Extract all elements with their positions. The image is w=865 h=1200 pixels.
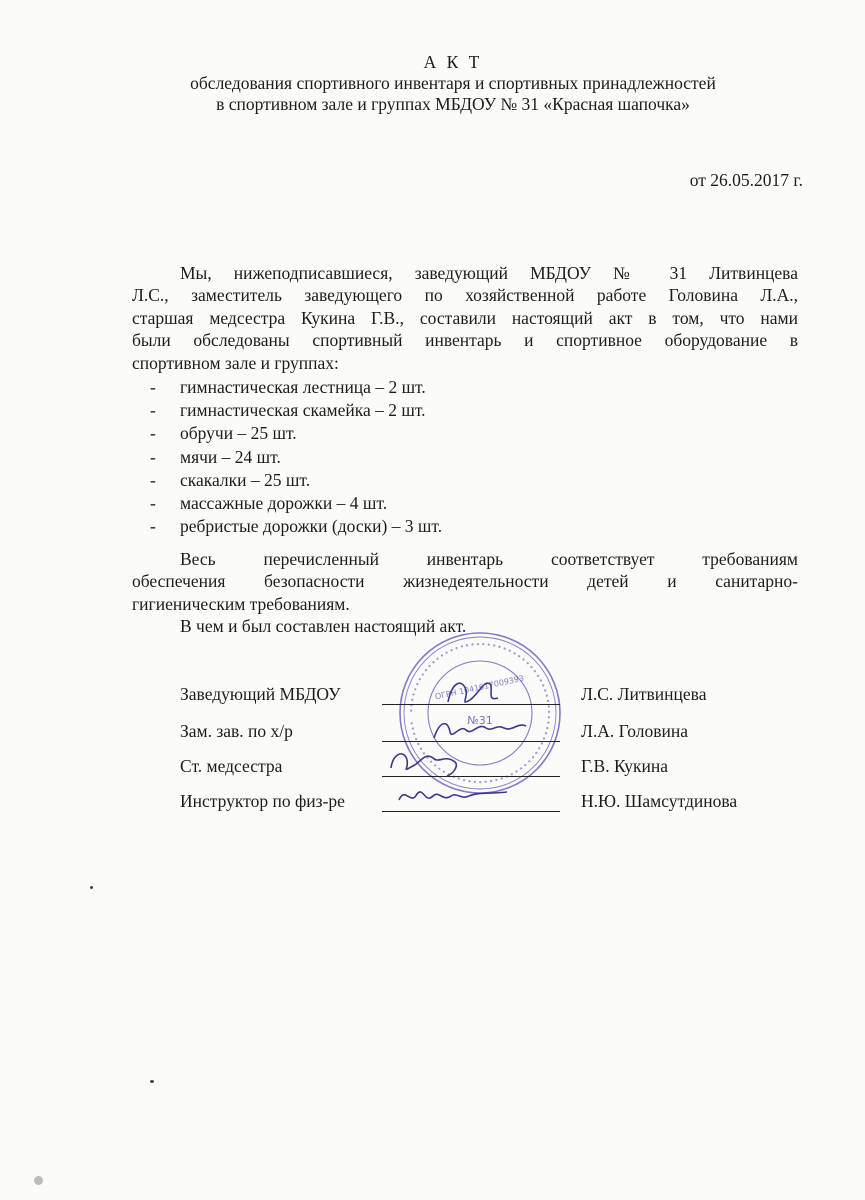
signer-position: Заведующий МБДОУ xyxy=(180,684,341,704)
signature-mark-nurse xyxy=(385,744,465,780)
document-date: от 26.05.2017 г. xyxy=(689,170,803,190)
document-subtitle-line2: в спортивном зале и группах МБДОУ № 31 «Красная шапочка» xyxy=(216,94,690,114)
list-item: - обручи – 25 шт. xyxy=(150,423,297,444)
closing-sentence: В чем и был составлен настоящий акт. xyxy=(180,616,467,636)
conclusion-line: гигиеническим требованиям. xyxy=(132,593,350,614)
signer-position: Зам. зав. по х/р xyxy=(180,721,293,741)
document-title: А К Т xyxy=(423,52,483,72)
list-item: - мячи – 24 шт. xyxy=(150,446,281,467)
list-item: - гимнастическая скамейка – 2 шт. xyxy=(150,400,426,421)
list-item: - ребристые дорожки (доски) – 3 шт. xyxy=(150,516,443,537)
signer-position: Ст. медсестра xyxy=(180,756,283,776)
scan-speck xyxy=(150,1080,154,1083)
inventory-list xyxy=(150,376,442,538)
intro-paragraph xyxy=(132,262,798,374)
list-item: - гимнастическая лестница – 2 шт. xyxy=(150,377,426,397)
list-item: - скакалки – 25 шт. xyxy=(150,469,311,490)
scan-speck xyxy=(34,1176,43,1185)
conclusion-line: Весь перечисленный инвентарь соответствует требованиям xyxy=(180,549,798,569)
stamp-center: №31 xyxy=(467,714,493,727)
signature-row xyxy=(180,756,820,784)
signer-name: Л.А. Головина xyxy=(581,721,688,741)
signer-position: Инструктор по физ-ре xyxy=(180,791,345,811)
signature-mark-deputy xyxy=(430,712,530,746)
signer-name: Н.Ю. Шамсутдинова xyxy=(581,791,738,811)
signature-line xyxy=(382,811,560,812)
conclusion-paragraph xyxy=(132,548,798,615)
conclusion-line: обеспечения безопасности жизнедеятельности детей и санитарно- xyxy=(132,571,798,592)
intro-line: спортивном зале и группах: xyxy=(132,352,339,373)
list-item: - массажные дорожки – 4 шт. xyxy=(150,493,388,514)
document-header xyxy=(100,52,806,115)
signer-name: Л.С. Литвинцева xyxy=(581,684,707,704)
intro-line: старшая медсестра Кукина Г.В., составили настоящий акт в том, что нами xyxy=(132,307,798,328)
intro-line: Мы, нижеподписавшиеся, заведующий МБДОУ № 31 Литвинцева xyxy=(180,263,798,283)
scan-speck xyxy=(90,886,93,889)
signature-mark-instructor xyxy=(395,782,515,810)
signature-mark-head xyxy=(440,672,510,712)
stamp-ogrn: ОГРН 1041617009393 xyxy=(434,673,525,702)
signer-name: Г.В. Кукина xyxy=(581,756,669,776)
svg-text:••••••••••••••••••••••••••••••: •••••••••••••••••••••••••••••••••••••••••••••••••••••••••••••••••••••••••••••• xyxy=(406,639,554,786)
intro-line: Л.С., заместитель заведующего по хозяйственной работе Головина Л.А., xyxy=(132,285,798,306)
document-subtitle-line1: обследования спортивного инвентаря и спортивных принадлежностей xyxy=(190,73,716,93)
intro-line: были обследованы спортивный инвентарь и спортивное оборудование в xyxy=(132,330,798,351)
